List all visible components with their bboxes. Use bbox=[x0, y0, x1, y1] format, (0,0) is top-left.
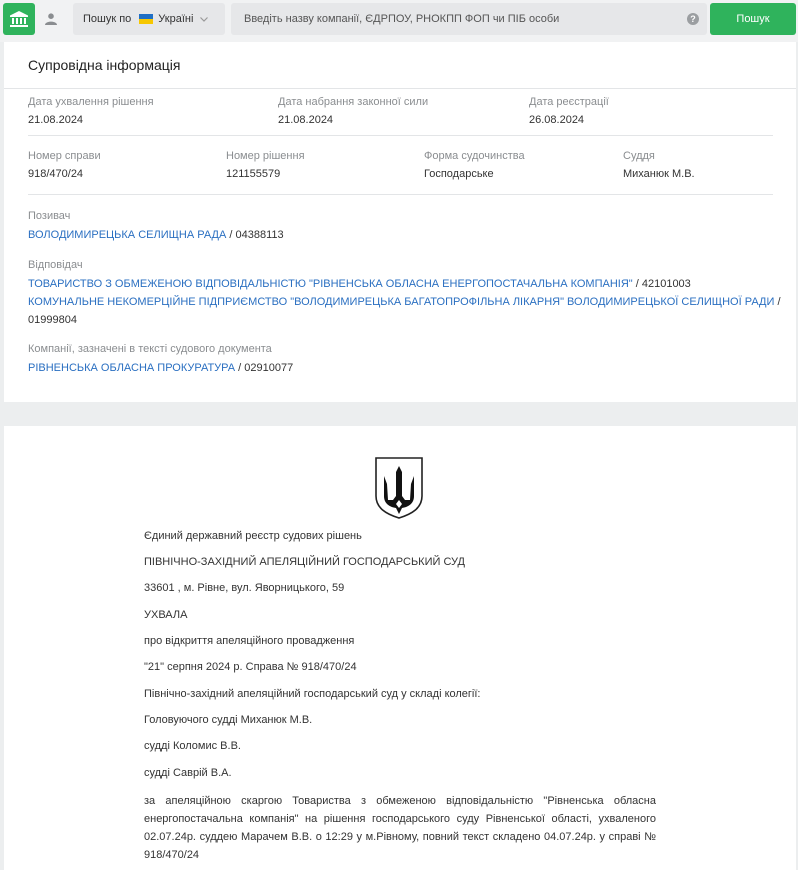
defendant-link[interactable]: ТОВАРИСТВО З ОБМЕЖЕНОЮ ВІДПОВІДАЛЬНІСТЮ "РІВНЕНСЬКА ОБЛАСНА ЕНЕРГОПОСТАЧАЛЬНА КОМПАНІЯ" bbox=[28, 278, 633, 290]
legal-force-date-value: 21.08.2024 bbox=[278, 114, 334, 126]
ukraine-coat-of-arms-icon bbox=[374, 456, 424, 520]
mentioned-link[interactable]: РІВНЕНСЬКА ОБЛАСНА ПРОКУРАТУРА bbox=[28, 362, 236, 374]
search-input[interactable] bbox=[231, 3, 679, 35]
case-number-label: Номер справи bbox=[28, 150, 101, 162]
divider bbox=[28, 194, 773, 195]
ukraine-flag-icon bbox=[139, 14, 153, 24]
document-line: Північно-західний апеляційний господарський суд у складі колегії: bbox=[144, 688, 481, 700]
document-line: судді Коломис В.В. bbox=[144, 740, 241, 752]
bank-icon bbox=[10, 11, 28, 27]
defendant-link[interactable]: КОМУНАЛЬНЕ НЕКОМЕРЦІЙНЕ ПІДПРИЄМСТВО "ВОЛОДИМИРЕЦЬКА БАГАТОПРОФІЛЬНА ЛІКАРНЯ" ВОЛОДИМИРЕЦЬКОЇ СЕЛИЩНОЇ РАДИ bbox=[28, 296, 775, 308]
plaintiff-entry bbox=[28, 229, 284, 241]
divider bbox=[28, 135, 773, 136]
plaintiff-code: / 04388113 bbox=[226, 229, 284, 241]
legal-force-date-label: Дата набрання законної сили bbox=[278, 96, 429, 108]
mentioned-companies-label: Компанії, зазначені в тексті судового документа bbox=[28, 343, 272, 355]
proceeding-form-value: Господарське bbox=[424, 168, 494, 180]
user-icon bbox=[45, 13, 57, 25]
document-line: про відкриття апеляційного провадження bbox=[144, 635, 355, 647]
home-button[interactable] bbox=[3, 3, 35, 35]
search-field bbox=[231, 3, 707, 35]
mentioned-code: / 02910077 bbox=[235, 362, 294, 374]
defendant-label: Відповідач bbox=[28, 259, 83, 271]
top-bar bbox=[0, 0, 798, 42]
defendant-entry bbox=[28, 278, 691, 290]
info-title: Супровідна інформація bbox=[28, 57, 181, 73]
document-line: ПІВНІЧНО-ЗАХІДНИЙ АПЕЛЯЦІЙНИЙ ГОСПОДАРСЬКИЙ СУД bbox=[144, 556, 465, 568]
help-icon[interactable] bbox=[686, 12, 700, 26]
defendant-code-wrapped: 01999804 bbox=[28, 314, 77, 326]
country-label: Україні bbox=[158, 13, 194, 25]
user-button[interactable] bbox=[40, 8, 62, 30]
supporting-info-card bbox=[4, 42, 796, 402]
court-document bbox=[4, 426, 796, 870]
document-line: Єдиний державний реєстр судових рішень bbox=[144, 530, 362, 542]
search-scope-label: Пошук по bbox=[83, 13, 132, 25]
document-line: 33601 , м. Рівне, вул. Яворницького, 59 bbox=[144, 582, 345, 594]
defendant-code: / 42101003 bbox=[632, 278, 691, 290]
judge-label: Суддя bbox=[623, 150, 655, 162]
search-button[interactable]: Пошук bbox=[710, 3, 796, 35]
judge-value: Миханюк М.В. bbox=[623, 168, 695, 180]
document-line: "21" серпня 2024 р. Справа № 918/470/24 bbox=[144, 661, 357, 673]
chevron-down-icon bbox=[200, 17, 208, 22]
document-line: судді Саврій В.А. bbox=[144, 767, 232, 779]
plaintiff-link[interactable]: ВОЛОДИМИРЕЦЬКА СЕЛИЩНА РАДА bbox=[28, 229, 227, 241]
svg-text:?: ? bbox=[690, 14, 696, 25]
document-paragraph: за апеляційною скаргою Товариства з обмеженою відповідальністю "Рівненська обласна енергопостачальна компанія" на рішення господарського суду Рівненської області, ухваленого 02.07.24р. суддею Марачем В.В. о 12:29 у м.Рівному, повний текст складено 04.07.24р. у справі № 918/470/24 bbox=[144, 795, 656, 861]
decision-number-label: Номер рішення bbox=[226, 150, 305, 162]
search-scope-dropdown[interactable] bbox=[73, 3, 225, 35]
case-number-value: 918/470/24 bbox=[28, 168, 84, 180]
document-line: УХВАЛА bbox=[144, 609, 188, 621]
decision-number-value: 121155579 bbox=[226, 168, 281, 180]
defendant-code: / bbox=[774, 296, 781, 308]
document-line: Головуючого судді Миханюк М.В. bbox=[144, 714, 313, 726]
proceeding-form-label: Форма судочинства bbox=[424, 150, 525, 162]
divider bbox=[4, 88, 796, 89]
registration-date-label: Дата реєстрації bbox=[529, 96, 609, 108]
mentioned-entry bbox=[28, 362, 293, 374]
decision-date-value: 21.08.2024 bbox=[28, 114, 84, 126]
registration-date-value: 26.08.2024 bbox=[529, 114, 585, 126]
defendant-entry bbox=[28, 296, 781, 308]
decision-date-label: Дата ухвалення рішення bbox=[28, 96, 154, 108]
plaintiff-label: Позивач bbox=[28, 210, 71, 222]
